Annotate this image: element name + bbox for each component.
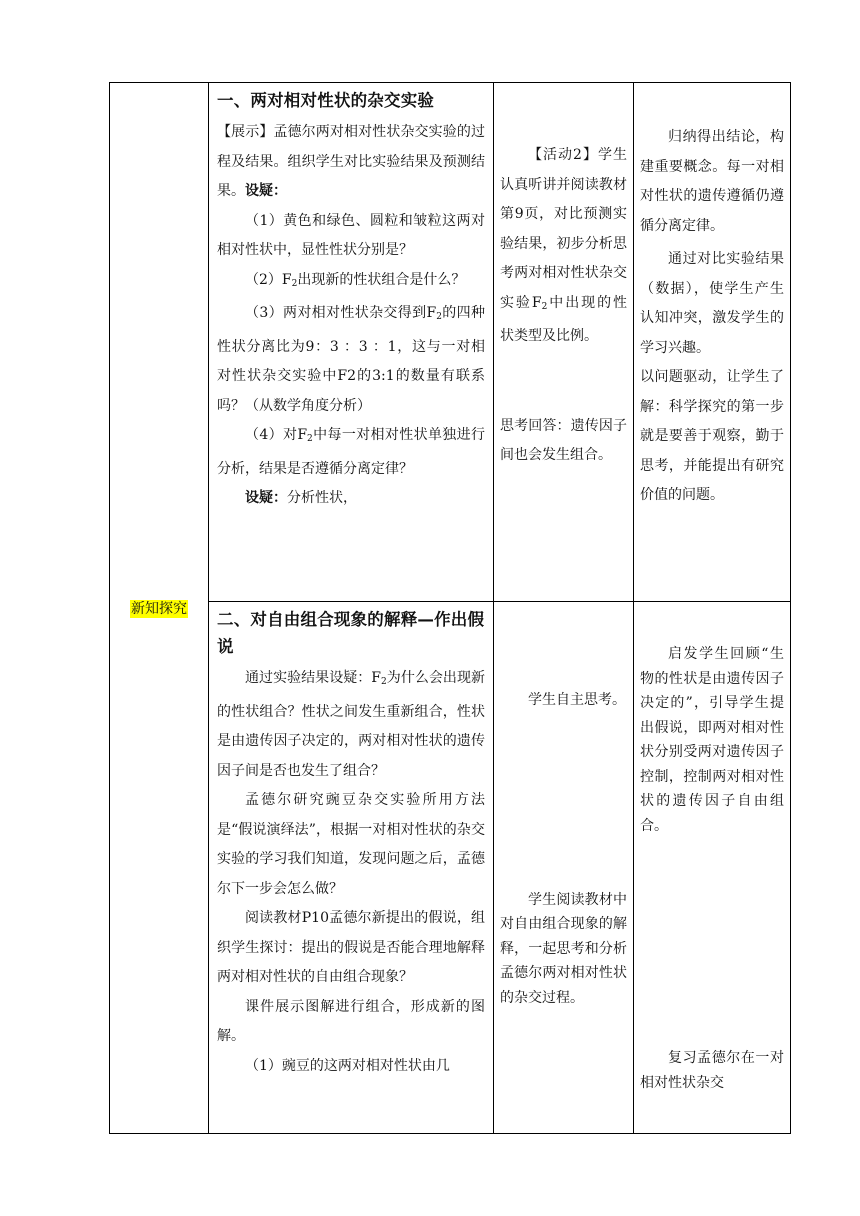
design-intent-cell-1	[634, 83, 791, 602]
question-2: $(2)F_2$出现新的性状组合是什么？	[245, 271, 466, 289]
student-activity-cell-2	[494, 602, 634, 1134]
intent-2: 通过对比实验结果（数据），使学生产生认知冲突，激发学生的学习兴趣。	[640, 251, 784, 356]
lesson-plan-table	[109, 82, 791, 1134]
section1-heading: 一、两对相对性状的杂交实验	[217, 91, 435, 110]
section2-heading: 二、对自由组合现象的解释—作出假说	[217, 610, 485, 656]
section2-para-3: 阅读教材P10孟德尔新提出的假说，组织学生探讨：提出的假说是否能合理地解释两对相对性状的自由组合现象？	[217, 910, 485, 985]
doubt-line: 设疑：分析性状，	[245, 490, 357, 506]
intent-hypothesis: 启发学生回顾“生物的性状是由遗传因子决定的”，引导学生提出假说，即两对相对性状分别受两对遗传因子控制，控制两对相对性状的遗传因子自由组合。	[640, 646, 784, 834]
teacher-activity-cell-2	[209, 602, 494, 1134]
stage-cell	[110, 83, 209, 1134]
table-row	[110, 83, 791, 602]
question-1: （1）黄色和绿色、圆粒和皱粒这两对相对性状中，显性性状分别是？	[217, 212, 485, 258]
table-row	[110, 602, 791, 1134]
stage-label-highlighted: 新知探究	[131, 601, 187, 617]
section1-intro: 【展示】孟德尔两对相对性状杂交实验的过程及结果。组织学生对比实验结果及预测结果。设疑：	[217, 124, 485, 199]
intent-1: 归纳得出结论，构建重要概念。每一对相对性状的遗传遵循仍遵循分离定律。	[640, 129, 784, 234]
intent-review: 复习孟德尔在一对相对性状杂交	[640, 1050, 784, 1091]
section2-para-1: 通过实验结果设疑：$F_2$为什么会出现新的性状组合？性状之间发生重新组合，性状是由遗传因子决定的，两对相对性状的遗传因子间是否也发生了组合？	[217, 670, 486, 779]
section2-para-5: （1）豌豆的这两对相对性状由几	[245, 1057, 450, 1074]
question-3: （3）两对相对性状杂交得到$F_2$的四种性状分离比为9：3 ：3 ：1，这与一对相对性状杂交实验中F2的3:1的数量有联系吗？（从数学角度分析）	[217, 305, 486, 414]
student-answer: 思考回答：遗传因子间也会发生组合。	[500, 417, 627, 463]
student-activity-cell-1	[494, 83, 634, 602]
design-intent-cell-2	[634, 602, 791, 1134]
teacher-activity-cell-1	[209, 83, 494, 602]
student-reading: 学生阅读教材中对自由组合现象的解释，一起思考和分析孟德尔两对相对性状的杂交过程。	[500, 891, 627, 1006]
student-self-thinking: 学生自主思考。	[528, 692, 626, 708]
student-activity-2: 【活动2】学生认真听讲并阅读教材第9页，对比预测实验结果，初步分析思考两对相对性状杂交实验$F_2$中出现的性状类型及比例。	[500, 147, 628, 344]
section2-para-2: 孟德尔研究豌豆杂交实验所用方法是“假说演绎法”，根据一对相对性状的杂交实验的学习我们知道，发现问题之后，孟德尔下一步会怎么做？	[217, 792, 485, 897]
section2-para-4: 课件展示图解进行组合，形成新的图解。	[217, 998, 485, 1044]
question-4: （4）对$F_2$中每一对相对性状单独进行分析，结果是否遵循分离定律？	[217, 427, 485, 477]
intent-3: 以问题驱动，让学生了解：科学探究的第一步就是要善于观察，勤于思考，并能提出有研究价值的问题。	[640, 369, 784, 503]
